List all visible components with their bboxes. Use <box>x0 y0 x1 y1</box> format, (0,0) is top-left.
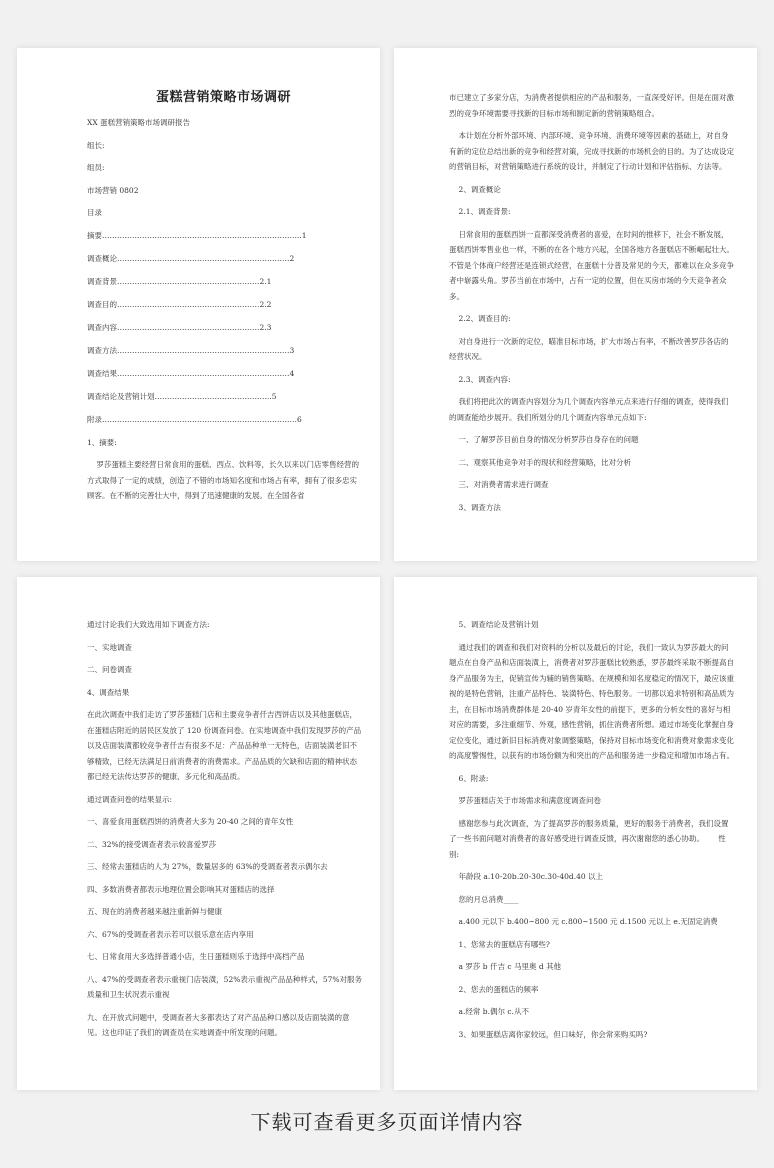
group-leader-line: 组长: <box>87 140 105 150</box>
list-item: 一、实地调查 <box>87 642 132 652</box>
toc-entry: 调查内容…………………………………………………2.3 <box>87 322 272 332</box>
question-line: 3、如果蛋糕店离你家较远，但口味好，你会常来购买吗? <box>449 1029 648 1039</box>
answer-options: a.400 元以下 b.400~800 元 c.800~1500 元 d.1500 元以上 e.无固定消费 <box>449 917 718 926</box>
question-line: 2、您去的蛋糕店的频率 <box>449 984 539 994</box>
toc-heading: 目录 <box>87 208 102 217</box>
body-paragraph: 市已建立了多家分店，为消费者提供相应的产品和服务，一直深受好评。但是在面对激烈的竞争环境需要寻找新的目标市场和制定新的营销策略组合。 <box>449 93 734 118</box>
subsection-heading: 2.1、调查背景: <box>449 207 511 216</box>
toc-entry: 调查背景…………………………………………………2.1 <box>87 276 272 286</box>
body-paragraph: 本计划在分析外部环境、内部环境、竞争环境、消费环境等因素的基础上，对自身有新的定位总结出新的竞争和经营对策，完成寻找新的市场机会的目的。为了达成设定的营销目标，对营销策略进行系统的设计，并制定了行动计划和评估指标、方法等。 <box>449 131 734 171</box>
body-paragraph: 通过我们的调查和我们对资料的分析以及最后的讨论，我们一致认为罗莎最大的问题点在自身产品和店面装潢上，消费者对罗莎蛋糕比较熟悉，罗莎最终采取不断提高自身产品服务为主，促销宣传为辅的销售策略。在规模和知名度稳定的情况下，最应该重视的是特色营销，注重产品特色、装潢特色、特色服务。一切都以追求特别和高品质为主，在目标市场消费群体是 20-40 岁青年女性的前提下，更多的分析女性的喜好与相对应的需要，多注重细节、外观，感性营销，抓住消费者所想。通过市场变化掌握自身定位变化，通过新旧目标消费对象调整策略，保持对目标市场变化和消费对象需求变化的高度警惕性，以获有的市场份额为和突出的产品和服务进一步稳定和增加市场占有。 <box>449 642 734 760</box>
list-item: 四、多数消费者都表示地理位置会影响其对蛋糕店的选择 <box>87 884 275 894</box>
document-page-2 <box>394 48 757 561</box>
section-heading: 2、调查概论 <box>449 184 501 194</box>
answer-options: a.经常 b.偶尔 c.从不 <box>449 1007 529 1016</box>
body-paragraph: 我们将把此次的调查内容划分为几个调查内容单元点来进行仔细的调查，使得我们的调查能给步展开。我们所划分的几个调查内容单元点如下: <box>449 397 729 422</box>
document-page-4 <box>394 577 757 1090</box>
toc-entry: 调查概论……………………………………………………………2 <box>87 253 295 263</box>
body-paragraph: 罗莎蛋糕主要经营日常食用的蛋糕、西点、饮料等，长久以来以门店零售经营的方式取得了一定的成绩，创造了不错的市场知名度和市场占有率，拥有了很多忠实顾客。在不断的完善壮大中，得到了迅速健康的发展。在全国各省 <box>87 460 360 500</box>
section-heading: 4、调查结果 <box>87 687 130 697</box>
document-page-3 <box>17 577 380 1090</box>
list-item: 三、对消费者需求进行调查 <box>449 480 549 489</box>
subsection-heading: 2.3、调查内容: <box>449 374 511 384</box>
question-line: 1、您常去的蛋糕店有哪些? <box>449 939 550 949</box>
toc-entry: 调查结论及营销计划………………………………………..5 <box>87 391 277 401</box>
list-item: 二、观察其他竞争对手的现状和经营策略，比对分析 <box>449 457 632 467</box>
body-paragraph: 在此次调查中我们走访了罗莎蛋糕门店和主要竞争者仟吉西饼店以及其他蛋糕店，在蛋糕店附近的居民区发放了 120 份调查问卷。在实地调查中我们发现罗莎的产品以及店面装潢都较竞争者仟吉有很多不足：产品品种单一无特色，店面装潢老旧不够精致，已经无法满足日前消费者的消费需求。产品品质的欠缺和店面的精神状态都已经无法传达罗莎的健康、多元化和高品质。 <box>87 710 362 781</box>
toc-entry: 调查方法……………………………………………………………3 <box>87 345 295 355</box>
body-paragraph: 对自身进行一次新的定位，瞄准目标市场，扩大市场占有率，不断改善罗莎各店的经营状况。 <box>449 336 729 361</box>
answer-options: a 罗莎 b 仟吉 c 马里奥 d 其他 <box>449 962 562 971</box>
document-page-1 <box>17 48 380 561</box>
toc-entry: 摘要……………………………………………………………………..1 <box>87 230 307 240</box>
toc-entry: 附录……………………………………………………………………6 <box>87 414 302 424</box>
download-more-caption[interactable]: 下载可查看更多页面详情内容 <box>250 1110 524 1134</box>
body-paragraph: 通过讨论我们大致选用如下调查方法: <box>87 620 210 629</box>
subsection-heading: 2.2、调查目的: <box>449 314 511 323</box>
body-paragraph: 感谢您参与此次调查，为了提高罗莎的服务质量，更好的服务于消费者，我们设置了一些书面问题对消费者的喜好感受进行调查反馈，再次谢谢您的悉心协助。 性别: <box>449 818 729 859</box>
question-line: 年龄段 a.10-20b.20-30c.30-40d.40 以上 <box>449 872 604 881</box>
list-item: 三、经常去蛋糕店的人为 27%，数量居多的 63%的受调查者表示偶尔去 <box>87 862 328 871</box>
section-heading: 5、调查结论及营销计划 <box>449 620 539 629</box>
section-heading: 6、附录: <box>449 773 489 783</box>
list-item: 八、47%的受调查者表示重视门店装潢，52%表示重视产品品种样式，57%对服务质量和卫生状况表示重视 <box>87 974 363 999</box>
list-item: 五、现在的消费者越来越注重新鲜与健康 <box>87 907 222 916</box>
section-heading: 3、调查方法 <box>449 502 501 512</box>
group-members-line: 组员: <box>87 163 105 172</box>
body-paragraph: 日常食用的蛋糕西饼一直都深受消费者的喜爱，在时间的推移下，社会不断发展，蛋糕西饼零售业也一样，不断的在各个地方兴起，全国各地方各蛋糕店不断崛起壮大。不管是个体商户经营还是连锁式经营，在蛋糕十分普及常见的今天，都难以在众多竞争者中崭露头角。罗莎当前在市场中，占有一定的位置，但在买房市场的今天竞争者众多。 <box>449 229 734 301</box>
list-item: 九、在开放式问题中，受调查者大多都表达了对产品品种口感以及店面装潢的意见。这也印证了我们的调查员在实地调查中所发现的问题。 <box>87 1012 350 1037</box>
list-item: 一、喜爱食用蛋糕西饼的消费者大多为 20-40 之间的青年女性 <box>87 817 294 826</box>
class-line: 市场营销 0802 <box>87 185 139 195</box>
toc-entry: 调查结果……………………………………………………………4 <box>87 368 295 378</box>
list-item: 一、了解罗莎目前自身的情况分析罗莎自身存在的问题 <box>449 435 639 444</box>
document-title: 蛋糕营销策略市场调研 <box>155 90 291 105</box>
list-item: 二、32%的接受调查者表示较喜爱罗莎 <box>87 839 217 849</box>
body-paragraph: 通过调查问卷的结果显示: <box>87 794 173 804</box>
question-line: 您的月总消费____ <box>449 894 519 904</box>
list-item: 七、日常食用大多选择普通小店，生日蛋糕则乐于选择中高档产品 <box>87 952 305 961</box>
list-item: 六、67%的受调查者表示若可以很乐意在店内享用 <box>87 929 254 939</box>
list-item: 二、问卷调查 <box>87 665 132 674</box>
section-heading: 1、摘要: <box>87 437 117 447</box>
toc-entry: 调查目的…………………………………………………2.2 <box>87 299 272 309</box>
questionnaire-title: 罗莎蛋糕店关于市场需求和满意度调查问卷 <box>449 796 602 805</box>
report-subtitle: XX 蛋糕营销策略市场调研报告 <box>87 118 191 127</box>
